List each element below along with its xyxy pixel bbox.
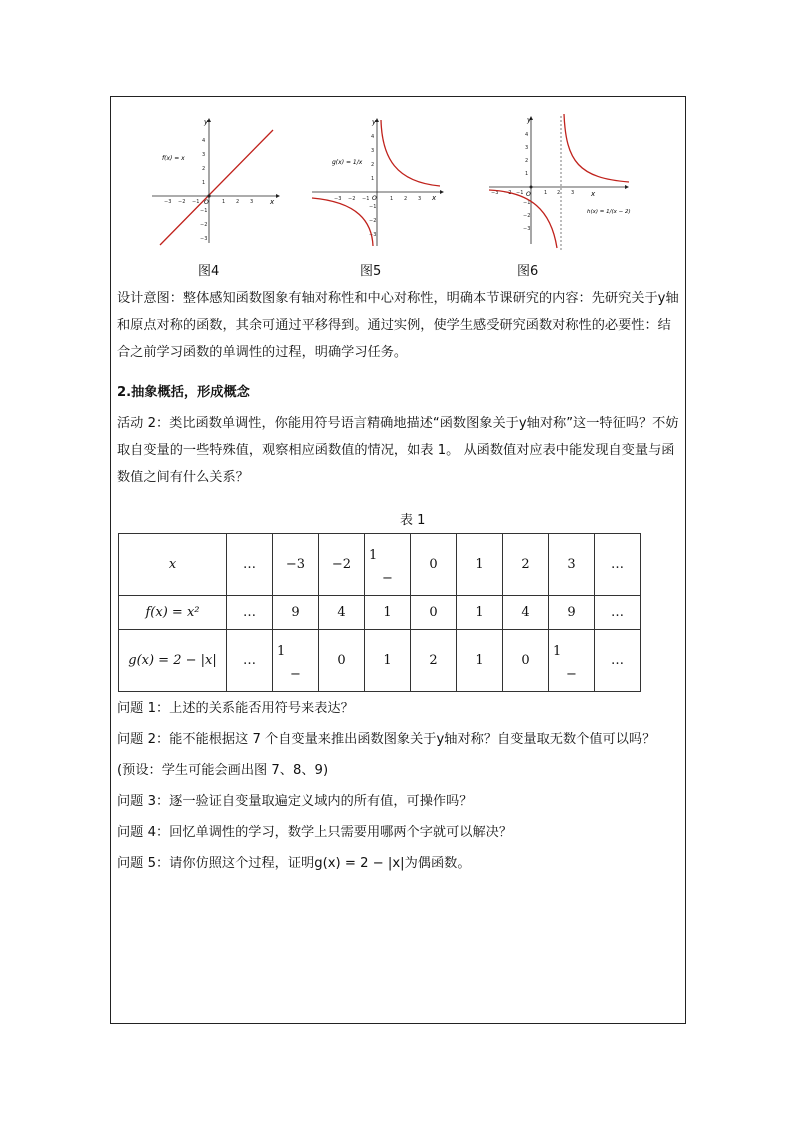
y-tick: 1 [371,176,375,182]
y-tick: 3 [202,152,206,158]
section-heading: 2.抽象概括，形成概念 [117,385,250,400]
y-tick: 4 [371,134,375,140]
table-cell-split: − 1 [365,534,411,596]
row-head: f(x) = x² [119,596,227,630]
x-tick: 1 [544,190,548,196]
hyperbola-branch-upper [564,114,629,182]
y-axis-label: y [372,118,377,126]
table-cell: 1 [457,630,503,692]
table-cell: … [595,630,641,692]
y-tick: −3 [523,226,531,232]
x-tick: −3 [491,190,499,196]
x-axis-label: x [432,194,437,202]
x-tick: −2 [178,199,186,205]
table-cell: 1 [365,596,411,630]
table-cell: 2 [503,534,549,596]
x-tick: −3 [334,196,342,202]
figure-4-caption: 图4 [198,264,220,279]
origin-label: O [372,195,377,202]
table-cell: 3 [549,534,595,596]
table-cell: 0 [411,596,457,630]
table-cell: 1 [457,534,503,596]
table-row-f [119,596,641,630]
table-cell: 0 [319,630,365,692]
table-cell-split: − 1 [273,630,319,692]
origin-label: O [204,199,209,206]
x-tick: 1 [390,196,394,202]
function-label: g(x) = 1/x [332,159,363,166]
table-cell: −2 [319,534,365,596]
y-tick: −2 [523,213,531,219]
table-cell: … [227,534,273,596]
x-tick: 3 [418,196,422,202]
function-label: h(x) = 1/(x − 2) [587,209,631,215]
table-cell: −3 [273,534,319,596]
row-head: g(x) = 2 − |x| [119,630,227,692]
table-cell: 9 [549,596,595,630]
x-tick: 2 [236,199,240,205]
question-2: 问题 2：能不能根据这 7 个自变量来推出函数图象关于y轴对称？自变量取无数个值可以吗？ [117,732,656,747]
table-cell: … [227,630,273,692]
question-5: 问题 5：请你仿照这个过程，证明g(x) = 2 − |x|为偶函数。 [117,856,471,871]
table-cell: 1 [365,630,411,692]
x-tick: 2 [557,190,561,196]
table-cell: 0 [411,534,457,596]
x-tick: 2 [404,196,408,202]
table-cell: … [595,534,641,596]
origin-point [530,186,533,189]
y-tick: 1 [202,180,206,186]
origin-label: O [526,191,531,198]
y-tick: 3 [371,148,375,154]
table-cell: 0 [503,630,549,692]
origin-point [207,194,210,197]
hyperbola-branch-lower [489,190,557,248]
preset-note: (预设：学生可能会画出图 7、8、9) [117,763,329,778]
x-tick: 3 [250,199,254,205]
y-tick: 4 [202,138,206,144]
figure-5-caption: 图5 [360,264,382,279]
table-cell: 2 [411,630,457,692]
function-label: f(x) = x [162,155,185,162]
figure-4-graph [150,118,280,248]
table-cell: 1 [457,596,503,630]
y-tick: −2 [369,218,377,224]
y-axis-label: y [204,118,209,126]
x-tick: −3 [164,199,172,205]
table-cell: … [227,596,273,630]
x-tick: 1 [222,199,226,205]
x-axis-label: x [270,198,275,206]
x-tick: 3 [571,190,575,196]
table-cell-split: − 1 [549,630,595,692]
y-tick: 3 [525,145,529,151]
y-tick: 2 [371,162,375,168]
table-cell: 4 [319,596,365,630]
line-y-equals-x [160,130,273,245]
design-intent-paragraph: 设计意图：整体感知函数图象有轴对称性和中心对称性，明确本节课研究的内容：先研究关于y轴和原点对称的函数，其余可通过平移得到。通过实例，使学生感受研究函数对称性的必要性：结合之前学习函数的单调性的过程，明确学习任务。 [117,291,679,360]
x-tick: −1 [516,190,524,196]
figure-6-graph [487,112,632,252]
value-table [118,533,641,692]
y-tick: 1 [525,171,529,177]
y-tick: −2 [200,222,208,228]
y-tick: −3 [200,236,208,242]
question-4: 问题 4：回忆单调性的学习，数学上只需要用哪两个字就可以解决？ [117,825,513,840]
row-head: x [119,534,227,596]
figure-6-caption: 图6 [517,264,539,279]
y-tick: 4 [525,132,529,138]
table-cell: 9 [273,596,319,630]
table-cell: … [595,596,641,630]
figure-5-graph [310,118,445,248]
y-tick: −3 [369,232,377,238]
activity-2-paragraph: 活动 2：类比函数单调性，你能用符号语言精确地描述“函数图象关于y轴对称”这一特征吗？不妨取自变量的一些特殊值，观察相应函数值的情况，如表 1。 从函数值对应表中能发现自变量与函数值之间有什么关系？ [117,416,679,485]
x-tick: −2 [504,190,512,196]
y-tick: 2 [202,166,206,172]
question-1: 问题 1：上述的关系能否用符号来表达？ [117,701,354,716]
x-tick: −1 [192,199,200,205]
x-tick: −2 [348,196,356,202]
y-tick: 2 [525,158,529,164]
question-3: 问题 3：逐一验证自变量取遍定义域内的所有值，可操作吗？ [117,794,473,809]
y-tick: −1 [523,200,531,206]
table-caption: 表 1 [400,513,426,528]
table-row-x [119,534,641,596]
hyperbola-branch-upper [381,120,440,186]
x-tick: −1 [362,196,370,202]
table-row-g [119,630,641,692]
y-axis-label: y [527,116,532,124]
table-cell: 4 [503,596,549,630]
y-tick: −1 [369,204,377,210]
hyperbola-branch-lower [312,198,373,246]
y-tick: −1 [200,208,208,214]
x-axis-label: x [591,190,596,198]
